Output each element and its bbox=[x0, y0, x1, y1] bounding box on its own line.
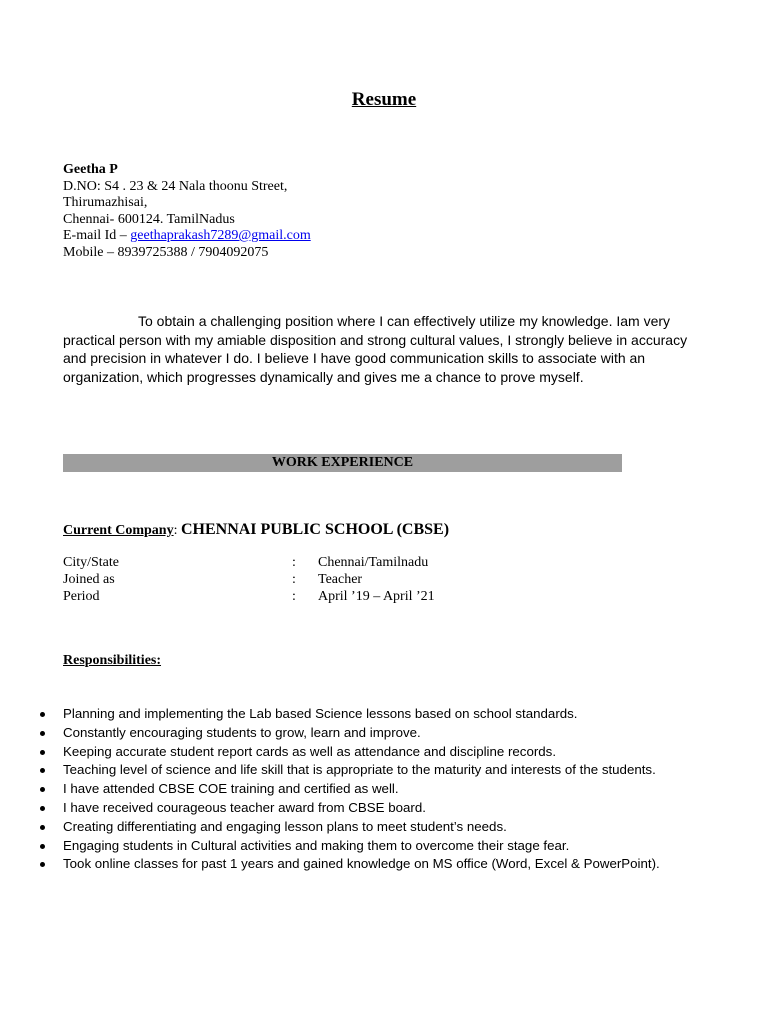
bullet-icon bbox=[40, 712, 45, 717]
list-item-text: Constantly encouraging students to grow, learn and improve. bbox=[63, 724, 421, 740]
detail-key: Joined as bbox=[63, 572, 115, 587]
responsibilities-list bbox=[40, 705, 730, 874]
detail-value: Chennai/Tamilnadu bbox=[318, 555, 429, 570]
email-link[interactable]: geethaprakash7289@gmail.com bbox=[130, 228, 311, 243]
list-item bbox=[40, 761, 730, 780]
list-item-text: I have attended CBSE COE training and certified as well. bbox=[63, 781, 399, 797]
detail-row-period bbox=[63, 588, 483, 605]
current-company-label: Current Company bbox=[63, 523, 174, 538]
detail-key: Period bbox=[63, 589, 100, 604]
detail-value: April ’19 – April ’21 bbox=[318, 589, 435, 604]
section-heading-work-experience: WORK EXPERIENCE bbox=[63, 454, 622, 472]
list-item bbox=[40, 837, 730, 856]
bullet-icon bbox=[40, 750, 45, 755]
list-item bbox=[40, 780, 730, 799]
mobile-line: Mobile – 8939725388 / 7904092075 bbox=[63, 244, 269, 260]
bullet-icon bbox=[40, 862, 45, 867]
list-item-text: Planning and implementing the Lab based Science lessons based on school standards. bbox=[63, 706, 578, 721]
bullet-icon bbox=[40, 806, 45, 811]
email-line bbox=[63, 228, 311, 245]
list-item bbox=[40, 799, 730, 818]
bullet-icon bbox=[40, 787, 45, 792]
current-company-line bbox=[63, 521, 449, 539]
detail-row-joined bbox=[63, 571, 483, 588]
bullet-icon bbox=[40, 731, 45, 736]
list-item-text: Teaching level of science and life skill that is appropriate to the maturity and interests of the students. bbox=[63, 762, 656, 778]
list-item-text: Keeping accurate student report cards as well as attendance and discipline records. bbox=[63, 743, 557, 759]
list-item bbox=[40, 818, 730, 837]
contact-block bbox=[63, 162, 311, 261]
address-line-2: Thirumazhisai, bbox=[63, 195, 148, 210]
bullet-icon bbox=[40, 844, 45, 849]
list-item-text: Engaging students in Cultural activities and making them to overcome their stage fear. bbox=[63, 837, 570, 853]
detail-colon: : bbox=[292, 589, 296, 604]
detail-key: City/State bbox=[63, 555, 119, 570]
detail-colon: : bbox=[292, 555, 296, 570]
address-line-1: D.NO: S4 . 23 & 24 Nala thoonu Street, bbox=[63, 178, 288, 194]
list-item bbox=[40, 743, 730, 762]
list-item bbox=[40, 724, 730, 743]
document-title: Resume bbox=[351, 89, 417, 110]
objective-paragraph: To obtain a challenging position where I can effectively utilize my knowledge. Iam very practical person with my amiable disposition and strong cultural values, I strongly believe in accuracy and precision in whatever I do. I believe I have good communication skills to associate with an organization, which progresses dynamically and gives me a chance to prove myself. bbox=[63, 313, 688, 385]
job-details bbox=[63, 554, 483, 605]
bullet-icon bbox=[40, 825, 45, 830]
bullet-icon bbox=[40, 768, 45, 773]
responsibilities-heading: Responsibilities: bbox=[63, 653, 162, 668]
current-company-separator: : bbox=[173, 523, 181, 538]
detail-value: Teacher bbox=[318, 572, 363, 587]
list-item bbox=[40, 855, 730, 874]
list-item bbox=[40, 705, 730, 724]
current-company-name: CHENNAI PUBLIC SCHOOL (CBSE) bbox=[180, 521, 450, 538]
list-item-text: Creating differentiating and engaging lesson plans to meet student’s needs. bbox=[63, 818, 507, 834]
email-label: E-mail Id – bbox=[63, 228, 131, 243]
detail-colon: : bbox=[292, 572, 296, 587]
address-line-3: Chennai- 600124. TamilNadus bbox=[63, 211, 235, 227]
list-item-text: I have received courageous teacher award from CBSE board. bbox=[63, 799, 426, 815]
list-item-text: Took online classes for past 1 years and gained knowledge on MS office (Word, Excel & PowerPoint). bbox=[63, 856, 660, 872]
detail-row-city bbox=[63, 554, 483, 571]
candidate-name: Geetha P bbox=[63, 162, 118, 177]
